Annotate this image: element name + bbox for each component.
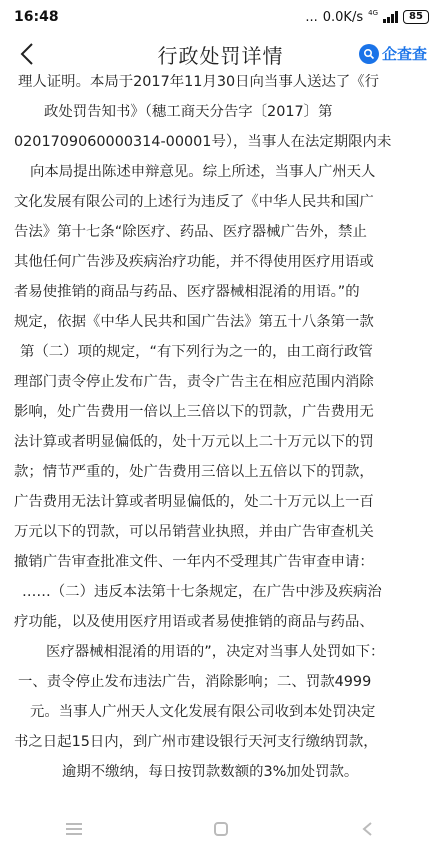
signal-icon xyxy=(383,11,398,23)
home-button[interactable] xyxy=(206,814,236,844)
text-line: 0201709060000314-00001号），当事人在法定期限内未 xyxy=(14,134,392,150)
home-square-icon xyxy=(213,821,229,837)
text-line: 影响，处广告费用一倍以上三倍以下的罚款，广告费用无 xyxy=(14,404,374,420)
menu-icon xyxy=(65,822,83,836)
back-triangle-icon xyxy=(360,821,376,837)
text-line: 撤销广告审查批准文件、一年内不受理其广告审查申请： xyxy=(14,554,374,570)
text-line: 元。当事人广州天人文化发展有限公司收到本处罚决定 xyxy=(30,704,376,720)
text-line: 款；情节严重的，处广告费用三倍以上五倍以下的罚款， xyxy=(14,464,374,480)
status-bar xyxy=(0,0,441,34)
text-line: 理部门责令停止发布广告，责令广告主在相应范围内消除 xyxy=(14,374,374,390)
status-time: 16:48 xyxy=(14,9,59,25)
text-line: 规定，依据《中华人民共和国广告法》第五十八条第一款 xyxy=(14,314,374,330)
network-type: 4G xyxy=(368,8,378,17)
brand-icon xyxy=(359,44,379,64)
brand-name: 企查查 xyxy=(381,45,427,63)
brand-logo[interactable] xyxy=(359,43,427,64)
text-line: 文化发展有限公司的上述行为违反了《中华人民共和国广 xyxy=(14,194,374,210)
text-line: 者易使推销的商品与药品、医疗器械相混淆的用语。”的 xyxy=(14,284,360,300)
text-line: 广告费用无法计算或者明显偏低的，处二十万元以上一百 xyxy=(14,494,374,510)
text-line: 法计算或者明显偏低的，处十万元以上二十万元以下的罚 xyxy=(14,434,374,450)
penalty-detail-text xyxy=(0,74,441,810)
menu-button[interactable] xyxy=(59,814,89,844)
network-speed: 0.0K/s xyxy=(322,9,364,25)
back-nav-button[interactable] xyxy=(353,814,383,844)
status-indicators xyxy=(305,10,429,25)
text-line: 逾期不缴纳，每日按罚款数额的3%加处罚款。 xyxy=(62,764,359,780)
text-line: 第（二）项的规定，“有下列行为之一的，由工商行政管 xyxy=(20,344,373,360)
text-line: ……（二）违反本法第十七条规定，在广告中涉及疾病治 xyxy=(22,584,382,600)
text-line: 疗功能，以及使用医疗用语或者易使推销的商品与药品、 xyxy=(14,614,374,630)
text-line: 万元以下的罚款，可以吊销营业执照，并由广告审查机关 xyxy=(14,524,374,540)
text-line: 向本局提出陈述申辩意见。综上所述，当事人广州天人 xyxy=(30,164,376,180)
system-nav-bar xyxy=(0,812,441,845)
text-line: 其他任何广告涉及疾病治疗功能，并不得使用医疗用语或 xyxy=(14,254,374,270)
battery-icon: 85 xyxy=(403,10,429,24)
page-title: 行政处罚详情 xyxy=(157,44,284,68)
text-line: 告法》第十七条“除医疗、药品、医疗器械广告外，禁止 xyxy=(14,224,367,240)
text-line: 医疗器械相混淆的用语的”，决定对当事人处罚如下： xyxy=(46,644,385,660)
more-dots: ... xyxy=(305,9,318,25)
text-line: 理人证明。本局于2017年11月30日向当事人送达了《行 xyxy=(18,74,380,90)
text-line: 书之日起15日内，到广州市建设银行天河支行缴纳罚款， xyxy=(14,734,378,750)
text-line: 一、责令停止发布违法广告，消除影响；二、罚款4999 xyxy=(18,674,372,690)
text-line: 政处罚告知书》（穗工商天分告字〔2017〕第 xyxy=(44,104,333,120)
nav-bar xyxy=(0,34,441,74)
